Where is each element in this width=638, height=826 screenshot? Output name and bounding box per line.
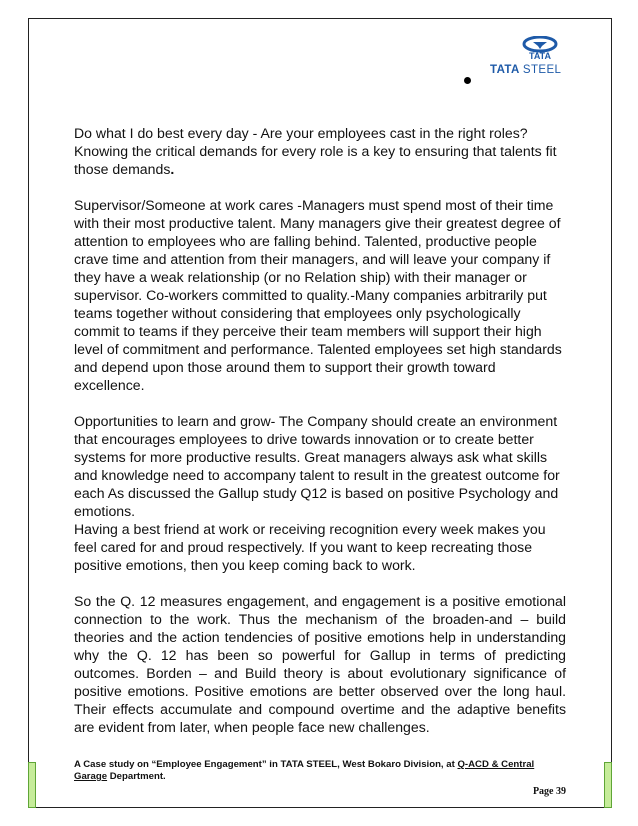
paragraph-1-end: . — [170, 161, 175, 177]
logo-name-label: TATA — [529, 51, 551, 60]
paragraph-supervisor-cares: Supervisor/Someone at work cares -Managers must spend most of their time with their most productive talent. Many managers give their greatest degree of attention to employees who are falling behind. Talented, productive people crave time and attention from their managers, and will leave your company if they have a weak relationship (or no Relation ship) with their manager or supervisor. Co-workers committed to quality.-Many companies arbitrarily put teams together without considering that employees only psychologically commit to teams if they perceive their team members will support their high level of commitment and performance. Talented employees set high standards and depend upon those around them to support their growth toward excellence. — [74, 197, 562, 393]
paragraph-q12-measures: So the Q. 12 measures engagement, and engagement is a positive emotional connection to the work. Thus the mechanism of the broaden-and – build theories and the action tendencies of positive emotions help in understanding why the Q. 12 has been so powerful for Gallup in terms of predicting outcomes. Borden – and Build theory is about evolutionary significance of positive emotions. Positive emotions are better observed over the long haul. Their effects accumulate and compound overtime and the adaptive benefits are evident from later, when people face new challenges. — [74, 593, 566, 735]
footer-department-suffix: Department. — [107, 771, 166, 782]
tata-steel-logo — [484, 36, 616, 82]
tata-logo-mark-icon — [516, 36, 564, 60]
footer-case-study — [74, 759, 544, 783]
paragraph-best-friend: Having a best friend at work or receiving recognition every week makes you feel cared for and proud respectively. If you want to keep recreating those positive emotions, then you keep coming back to work. — [74, 521, 546, 573]
header-bullet-icon — [464, 77, 471, 84]
paragraph-opportunities: Opportunities to learn and grow- The Company should create an environment that encourages employees to drive towards innovation or to create better systems for more productive results. Great managers always ask what skills and knowledge need to accompany talent to result in the greatest outcome for each As discussed the Gallup study Q12 is based on positive Psychology and emotions. — [74, 413, 560, 519]
logo-company-tata: TATA — [490, 64, 520, 76]
footer-right-accent-bar — [604, 762, 612, 808]
footer-department-underlined: Q-ACD & Central Garage — [74, 759, 535, 782]
logo-company-steel: STEEL — [522, 64, 562, 76]
footer-prefix: A Case study on “Employee Engagement” in TATA STEEL, West Bokaro Division, at — [74, 759, 458, 770]
page-number: Page 39 — [532, 786, 566, 797]
paragraph-do-what-i-do-best — [74, 124, 566, 178]
paragraph-1-text: Do what I do best every day - Are your employees cast in the right roles? Knowing the critical demands for every role is a key to ensuring that talents fit those demands — [74, 125, 557, 177]
footer-left-accent-bar — [28, 762, 36, 808]
logo-company-text — [490, 64, 561, 76]
document-body — [74, 124, 566, 754]
